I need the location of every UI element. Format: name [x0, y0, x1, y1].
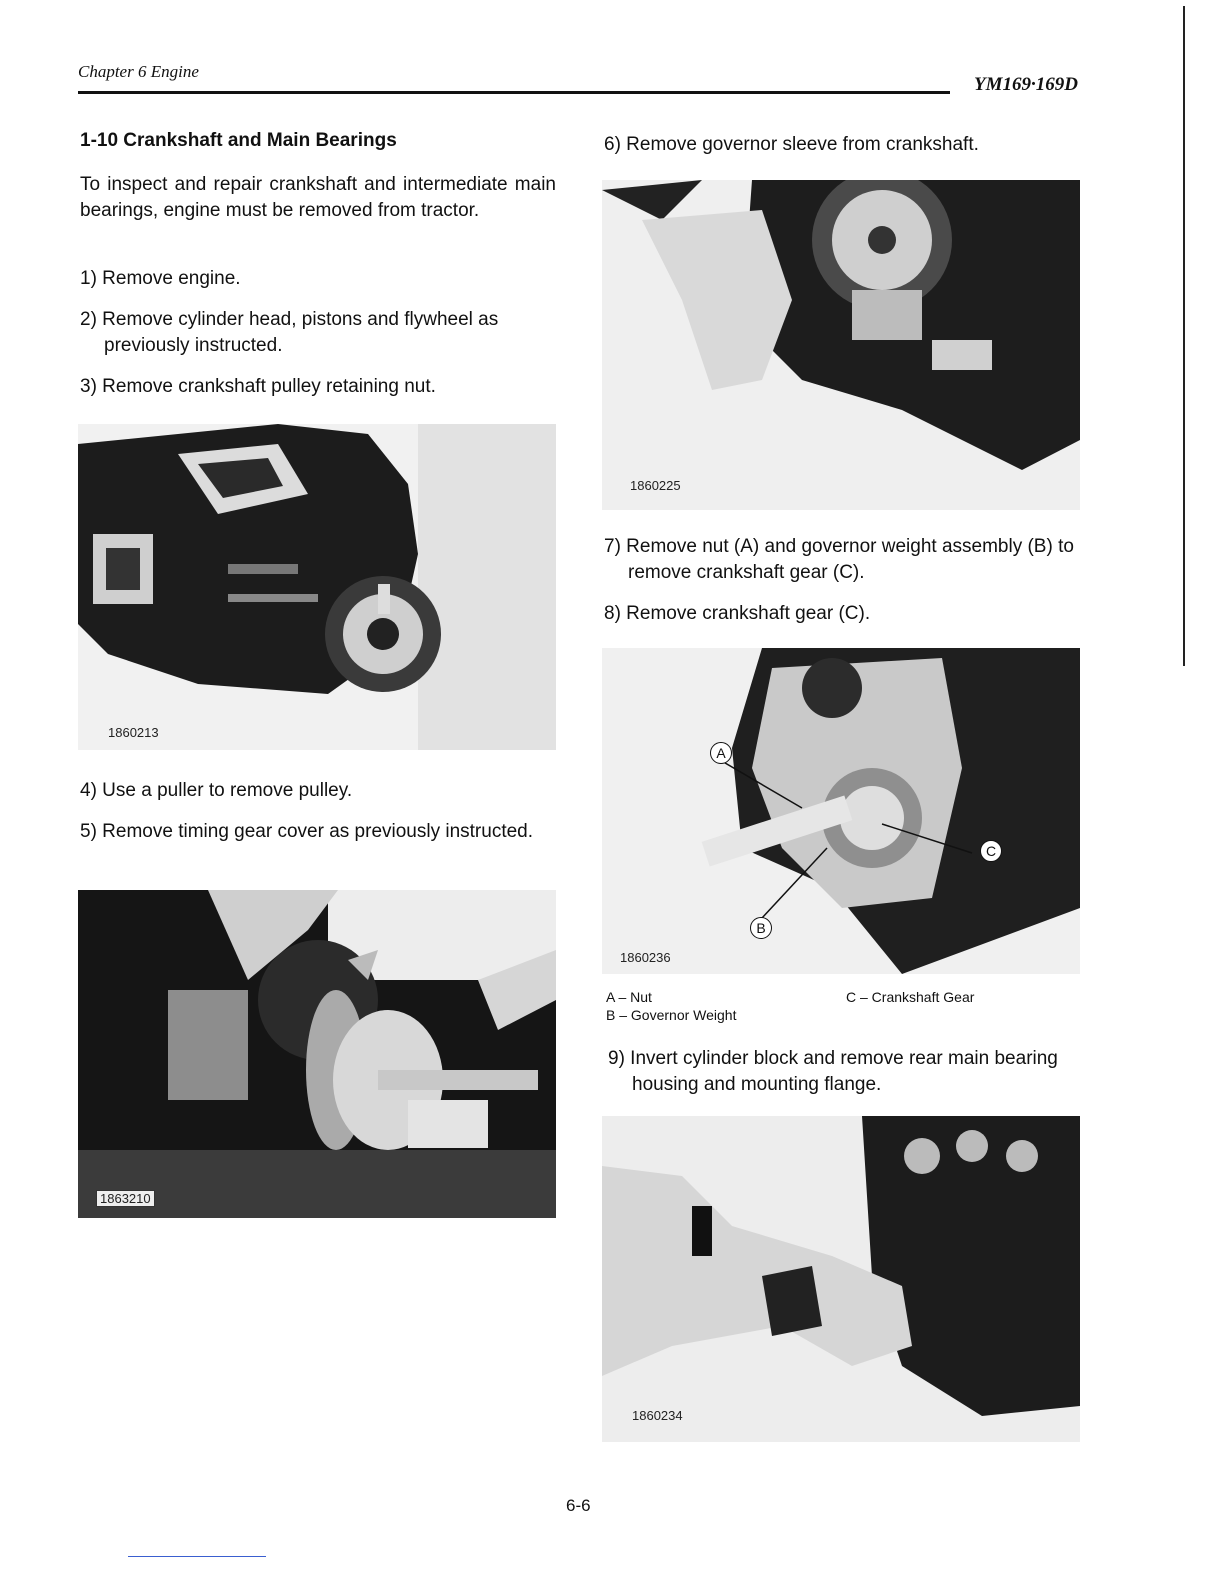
callout-a: A — [710, 742, 732, 764]
step-5: 5) Remove timing gear cover as previously instructed. — [80, 821, 534, 842]
callout-c: C — [980, 840, 1002, 862]
legend-a: A – Nut — [606, 989, 652, 1005]
engine-pulley-photo — [78, 424, 556, 750]
step-7: 7) Remove nut (A) and governor weight assembly (B) to remove crankshaft gear (C). — [604, 536, 1074, 583]
chapter-label: Chapter 6 Engine — [78, 62, 199, 81]
step-1: 1) Remove engine. — [80, 268, 241, 289]
step-9: 9) Invert cylinder block and remove rear main bearing housing and mounting flange. — [608, 1048, 1058, 1095]
legend-b: B – Governor Weight — [606, 1007, 737, 1023]
step-6: 6) Remove governor sleeve from crankshaft. — [604, 134, 979, 155]
photo-id-1860225: 1860225 — [630, 478, 681, 493]
step-4: 4) Use a puller to remove pulley. — [80, 780, 353, 801]
footer-link-rule — [128, 1556, 266, 1557]
step-3: 3) Remove crankshaft pulley retaining nut. — [80, 376, 436, 397]
photo-id-1860234: 1860234 — [632, 1408, 683, 1423]
photo-id-1863210: 1863210 — [96, 1190, 155, 1207]
model-label: YM169·169D — [974, 74, 1078, 95]
intro-paragraph: To inspect and repair crankshaft and intermediate main bearings, engine must be removed from tractor. — [80, 174, 556, 221]
photo-id-1860236: 1860236 — [620, 950, 671, 965]
section-title: 1-10 Crankshaft and Main Bearings — [80, 130, 397, 151]
puller-photo — [78, 890, 556, 1218]
margin-rule — [1183, 6, 1185, 666]
step-8: 8) Remove crankshaft gear (C). — [604, 603, 871, 624]
header-rule — [78, 91, 950, 94]
step-2: 2) Remove cylinder head, pistons and flywheel as previously instructed. — [80, 309, 499, 356]
callout-b: B — [750, 917, 772, 939]
crankshaft-gear-photo — [602, 648, 1080, 974]
page-number: 6-6 — [566, 1496, 591, 1515]
photo-id-1860213: 1860213 — [108, 725, 159, 740]
legend-c: C – Crankshaft Gear — [846, 989, 975, 1005]
cylinder-block-photo — [602, 1116, 1080, 1442]
governor-sleeve-photo — [602, 180, 1080, 510]
